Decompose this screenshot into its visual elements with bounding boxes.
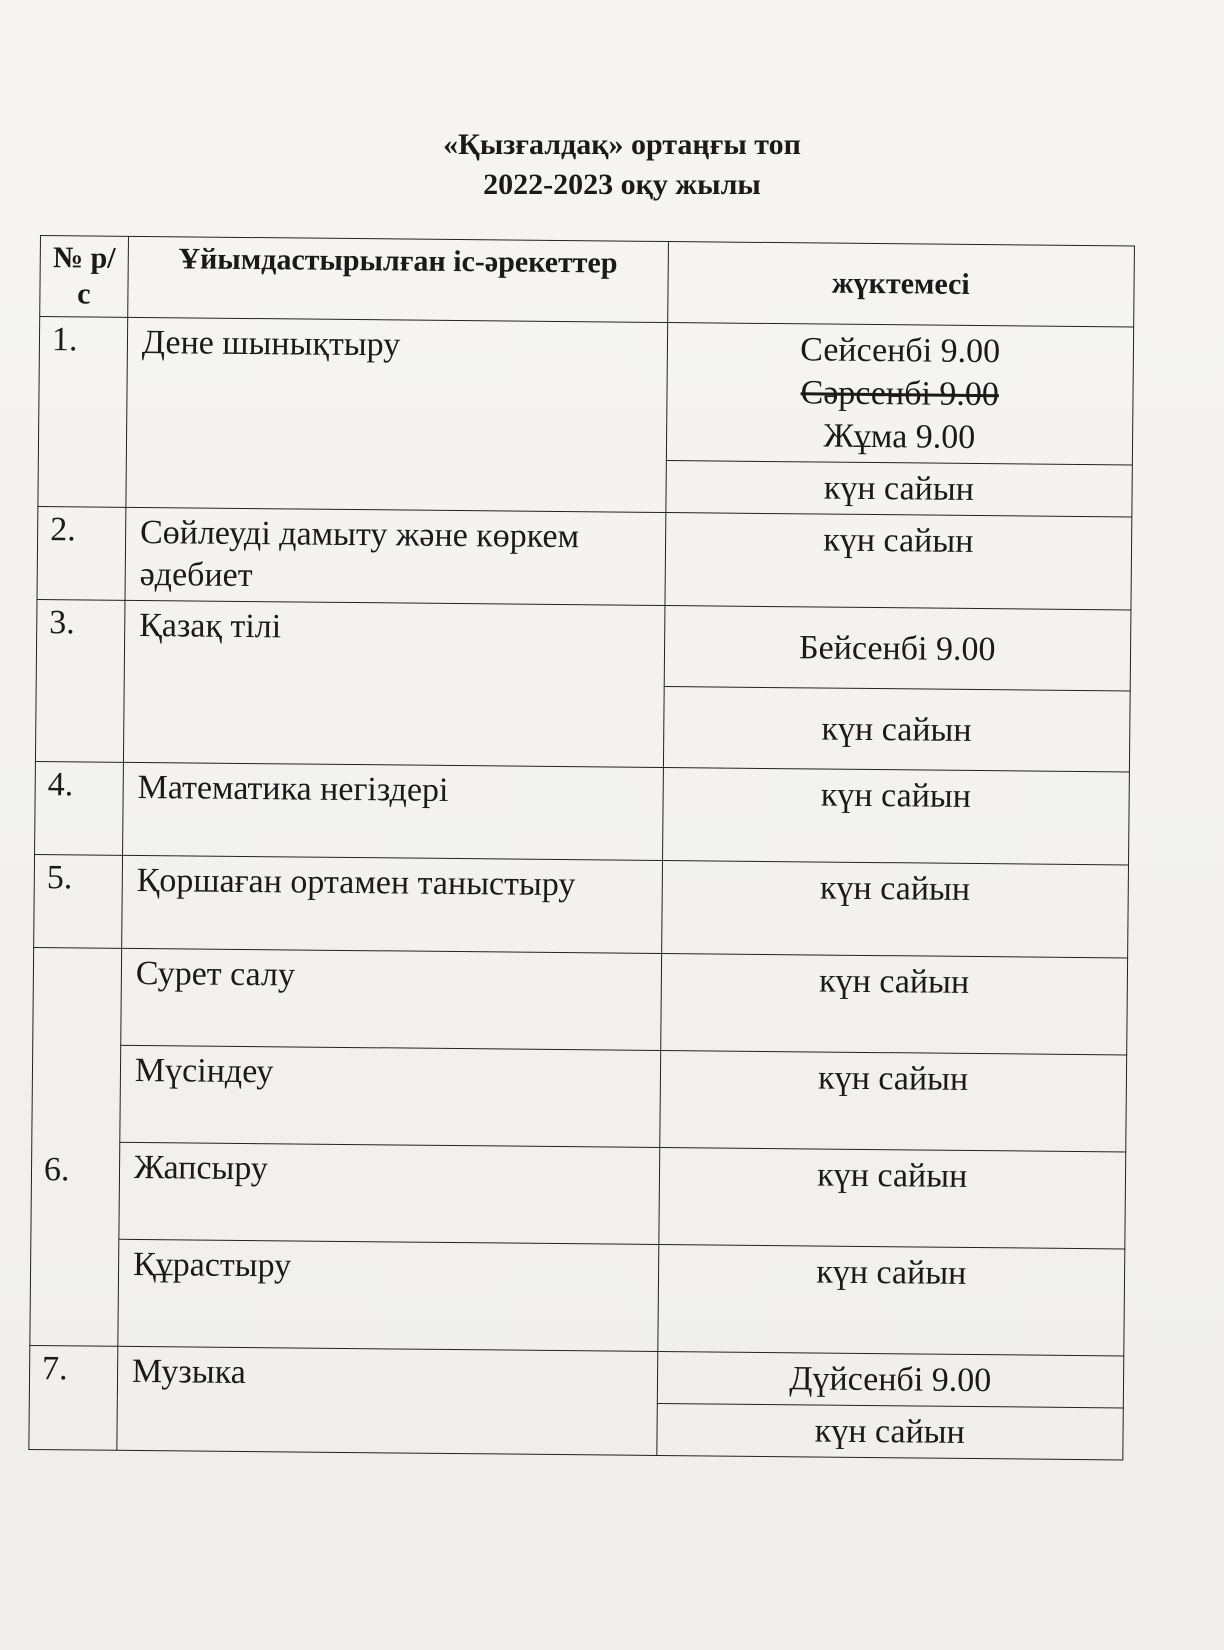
table-row (31, 1141, 1126, 1248)
row-number: 3. (35, 599, 124, 762)
load-day: Сейсенбі 9.00 (800, 331, 1001, 371)
row-load: күн сайын (662, 768, 1129, 865)
row-activity: Қазақ тілі (123, 600, 664, 767)
row-load-day: Бейсенбі 9.00 (664, 606, 1131, 691)
row-activity: Сурет салу (121, 948, 661, 1050)
header-load: жүктемесі (667, 242, 1134, 327)
load-day: Жұма 9.00 (823, 417, 976, 456)
row-number: 7. (29, 1345, 118, 1450)
table-row (32, 1044, 1127, 1151)
row-number: 2. (37, 506, 126, 600)
row-number: 4. (35, 761, 124, 855)
row-load: күн сайын (661, 860, 1128, 957)
row-number: 1. (38, 317, 128, 508)
table-row (36, 599, 1131, 690)
table-row (35, 761, 1130, 864)
header-activity: Ұйымдастырылған іс-әрекеттер (128, 236, 668, 322)
row-load: күн сайын (665, 461, 1132, 517)
table-row (34, 854, 1129, 957)
row-activity: Мүсіндеу (120, 1045, 660, 1147)
academic-year: 2022-2023 оқу жылы (483, 168, 761, 201)
table-row (33, 947, 1128, 1054)
table-row (37, 506, 1132, 609)
table-row (29, 1345, 1123, 1407)
row-activity: Жапсыру (119, 1142, 659, 1244)
row-activity: Сөйлеуді дамыту және көркем әдебиет (125, 507, 665, 605)
row-load: күн сайын (658, 1147, 1125, 1248)
group-title: «Қызғалдақ» ортаңғы топ (443, 128, 801, 161)
load-day-struck: Сәрсенбі 9.00 (800, 374, 1000, 414)
row-load-day: Дүйсенбі 9.00 (657, 1351, 1124, 1407)
row-activity: Құрастыру (118, 1239, 659, 1351)
row-number: 5. (34, 854, 123, 948)
header-number: № р/с (40, 236, 129, 318)
row-activity: Дене шынықтыру (126, 317, 667, 512)
row-activity: Қоршаған ортамен таныстыру (122, 855, 662, 953)
row-load: күн сайын (657, 1244, 1125, 1355)
row-load: күн сайын (663, 687, 1130, 772)
row-activity: Математика негіздері (122, 762, 662, 860)
schedule-table (28, 235, 1135, 1460)
row-load: күн сайын (659, 1050, 1126, 1151)
row-number: 6. (30, 947, 122, 1346)
table-row (30, 1238, 1125, 1355)
document-title (0, 125, 1224, 205)
table-header-row (40, 236, 1135, 327)
row-load-days (666, 323, 1134, 465)
row-load: күн сайын (656, 1403, 1123, 1459)
table-row (38, 317, 1133, 465)
row-activity: Музыка (117, 1346, 658, 1455)
row-load: күн сайын (660, 953, 1127, 1054)
row-load: күн сайын (664, 513, 1131, 610)
